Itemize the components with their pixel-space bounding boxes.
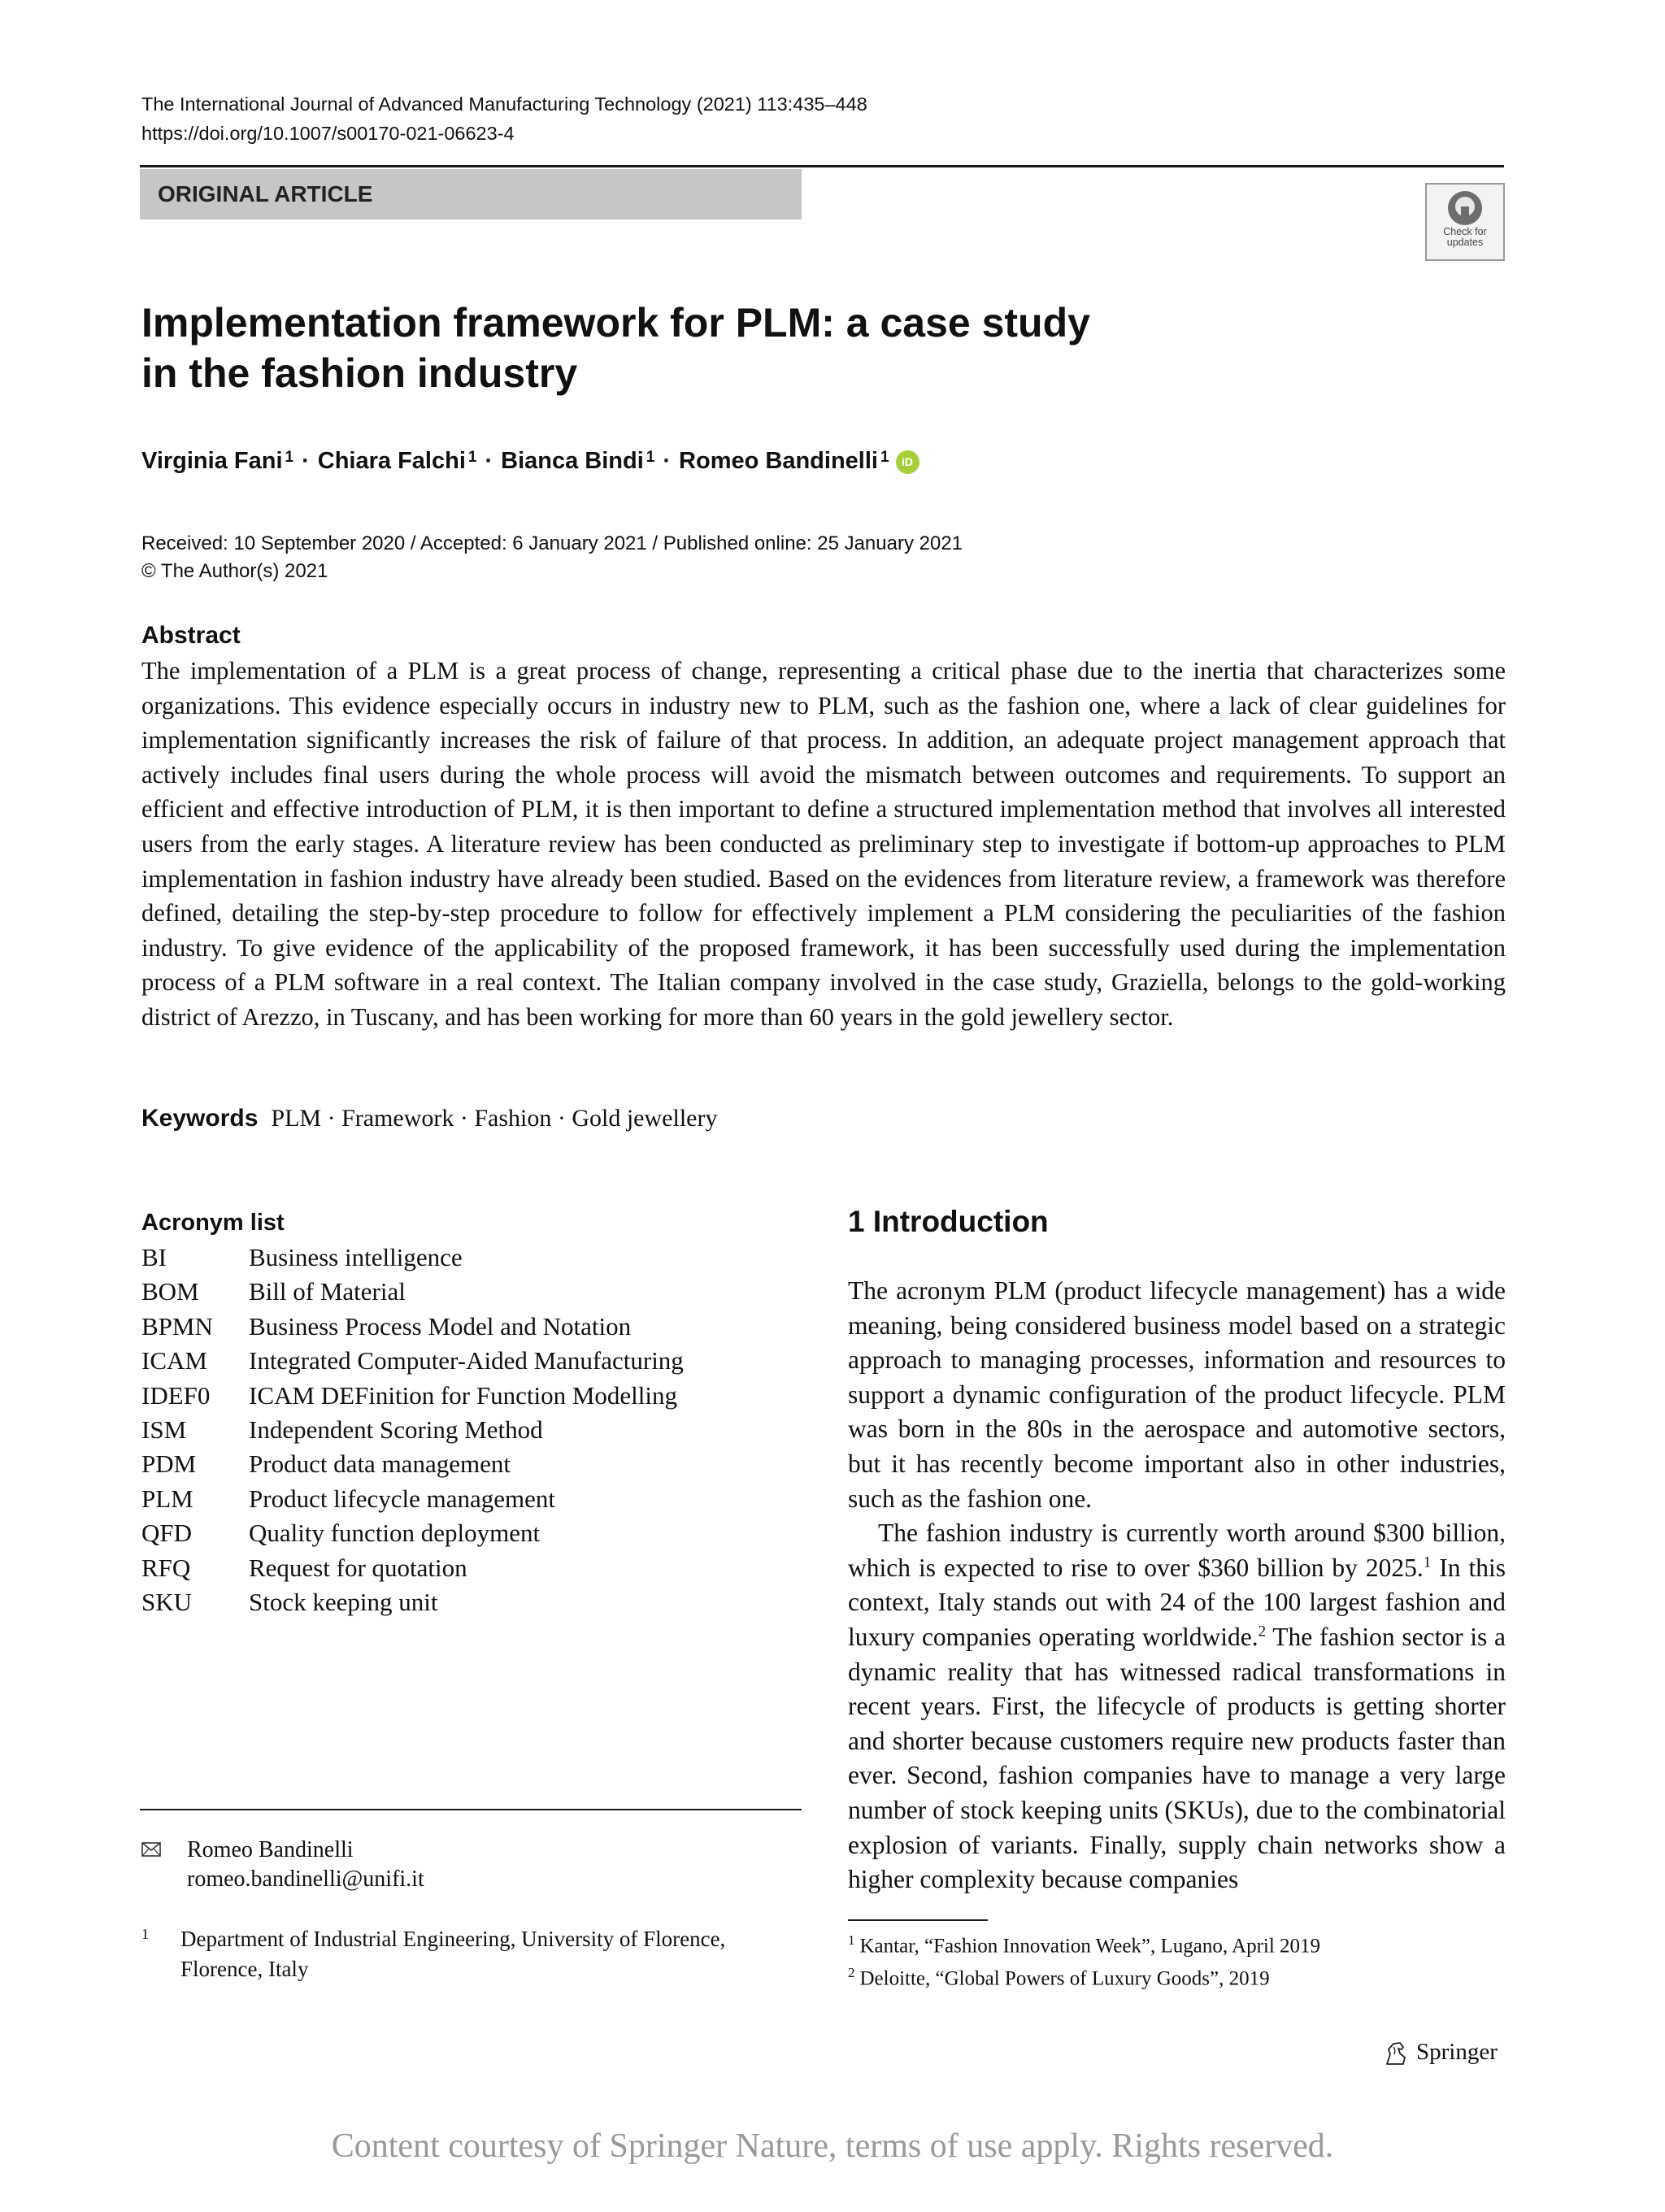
publisher-logo	[1382, 2036, 1498, 2068]
corresponding-author-email[interactable]: romeo.bandinelli@unifi.it	[187, 1867, 424, 1892]
article-title	[141, 298, 1117, 398]
author-name[interactable]: Virginia Fani	[141, 448, 283, 474]
author-affiliation-mark: 1	[285, 449, 294, 466]
introduction-heading: 1 Introduction	[848, 1205, 1049, 1238]
acronym-abbr: PDM	[141, 1449, 197, 1479]
author-separator: ·	[663, 448, 672, 474]
acronym-definition: Product lifecycle management	[249, 1484, 556, 1513]
envelope-icon	[141, 1836, 187, 1865]
author-affiliation-mark: 1	[646, 449, 655, 466]
correspondence-block	[141, 1836, 424, 1894]
acronym-abbr: SKU	[141, 1588, 193, 1617]
keywords-values: PLM · Framework · Fashion · Gold jewellery	[271, 1105, 718, 1132]
acronym-row	[141, 1551, 684, 1585]
intro-p2-part-c: The fashion sector is a dynamic reality that has witnessed radical transformations in recent years. First, the lifecycle of products is getting shorter and shorter because customers require new products faster than ever. Second, fashion companies have to manage a very large number of stock keeping units (SKUs), due to the combinatorial explosion of variants. Finally, supply chain networks show a higher complexity because companies	[848, 1622, 1506, 1894]
author-name[interactable]: Bianca Bindi	[501, 448, 644, 474]
footnote-item	[848, 1927, 1320, 1959]
footnote-text: Kantar, “Fashion Innovation Week”, Lugano, April 2019	[859, 1935, 1321, 1958]
acronym-definition: Independent Scoring Method	[249, 1415, 543, 1445]
footnote-number: 1	[848, 1932, 855, 1948]
footnote-item	[848, 1959, 1320, 1992]
header-rule	[140, 165, 1504, 167]
corresponding-author-name: Romeo Bandinelli	[187, 1837, 354, 1862]
intro-p2-part-a: The fashion industry is currently worth around $300 billion, which is expected to rise to over $360 billion by 2025.	[848, 1519, 1506, 1582]
affiliation-number: 1	[141, 1926, 149, 1942]
acronym-definition: Integrated Computer-Aided Manufacturing	[249, 1346, 684, 1375]
badge-label-1: Check for	[1443, 226, 1487, 237]
acronym-abbr: PLM	[141, 1484, 193, 1513]
footnote-ref-1[interactable]: 1	[1423, 1554, 1432, 1571]
acronym-row	[141, 1447, 684, 1481]
footnote-rule-right	[848, 1919, 988, 1921]
journal-citation: The International Journal of Advanced Manufacturing Technology (2021) 113:435–448	[141, 93, 867, 115]
acronym-definition: Request for quotation	[249, 1553, 467, 1582]
acronym-row	[141, 1344, 684, 1378]
acronym-abbr: BOM	[141, 1277, 199, 1306]
check-for-updates-badge[interactable]	[1425, 183, 1505, 261]
acronym-definition: Bill of Material	[249, 1277, 406, 1306]
acronym-abbr: RFQ	[141, 1553, 191, 1582]
publisher-name: Springer	[1416, 2039, 1498, 2065]
author-affiliation-mark: 1	[467, 449, 477, 466]
intro-paragraph-1: The acronym PLM (product lifecycle management) has a wide meaning, being considered business model based on a strategic approach to managing processes, information and resources to support a dynamic configuration of the product lifecycle. PLM was born in the 80s in the aerospace and automotive sectors, but it has recently become important also in other industries, such as the fashion one.	[848, 1276, 1506, 1513]
title-line-1: Implementation framework for PLM: a case study	[141, 300, 1090, 345]
footnote-text: Deloitte, “Global Powers of Luxury Goods”, 2019	[859, 1967, 1270, 1990]
acronym-list-heading: Acronym list	[141, 1210, 285, 1236]
orcid-icon[interactable]: iD	[896, 450, 919, 474]
acronym-definition: Quality function deployment	[249, 1519, 541, 1548]
acronym-row	[141, 1585, 684, 1619]
affiliation-block	[141, 1924, 725, 1984]
courtesy-watermark: Content courtesy of Springer Nature, terms of use apply. Rights reserved.	[331, 2127, 1334, 2165]
acronym-row	[141, 1482, 684, 1516]
acronym-abbr: IDEF0	[141, 1380, 211, 1410]
author-name[interactable]: Chiara Falchi	[317, 448, 466, 474]
acronym-row	[141, 1275, 684, 1309]
intro-paragraph-2	[848, 1516, 1506, 1897]
acronym-row	[141, 1413, 684, 1447]
author-name[interactable]: Romeo Bandinelli	[679, 448, 878, 474]
acronym-row	[141, 1379, 684, 1413]
history-dates: Received: 10 September 2020 / Accepted: 6 January 2021 / Published online: 25 January 2021	[141, 532, 963, 554]
acronym-definition: Business intelligence	[249, 1243, 463, 1271]
acronym-abbr: ICAM	[141, 1346, 207, 1375]
footnote-number: 2	[848, 1965, 855, 1981]
introduction-text	[848, 1274, 1506, 1897]
acronym-row	[141, 1516, 684, 1550]
footnote-ref-2[interactable]: 2	[1258, 1623, 1267, 1641]
author-separator: ·	[302, 448, 310, 474]
author-affiliation-mark: 1	[880, 449, 889, 466]
intro-p2-part-b: In this context, Italy stands out with 24 of the 100 largest fashion and luxury companies operating worldwide.	[848, 1553, 1506, 1651]
acronym-abbr: BI	[141, 1243, 167, 1271]
acronym-definition: Product data management	[249, 1449, 511, 1479]
check-updates-icon	[1446, 189, 1484, 227]
footnotes	[848, 1927, 1320, 1993]
acronym-list	[141, 1241, 684, 1619]
acronym-row	[141, 1310, 684, 1344]
journal-header	[141, 89, 867, 148]
acronym-abbr: QFD	[141, 1519, 193, 1548]
author-separator: ·	[485, 448, 493, 474]
title-line-2: in the fashion industry	[141, 350, 578, 396]
acronym-definition: ICAM DEFinition for Function Modelling	[249, 1380, 677, 1410]
badge-label-2: updates	[1446, 237, 1484, 248]
affiliation-line-2: Florence, Italy	[180, 1957, 309, 1981]
article-type-banner: ORIGINAL ARTICLE	[140, 169, 802, 219]
acronym-definition: Stock keeping unit	[249, 1588, 438, 1617]
keywords-line	[141, 1102, 717, 1135]
affiliation-line-1: Department of Industrial Engineering, University of Florence,	[180, 1927, 726, 1951]
acronym-abbr: ISM	[141, 1415, 187, 1445]
abstract-text: The implementation of a PLM is a great process of change, representing a critical phase due to the inertia that characterizes some organizations. This evidence especially occurs in industry new to PLM, such as the fashion one, where a lack of clear guidelines for implementation significantly increases the risk of failure of that process. In addition, an adequate project management approach that actively includes final users during the whole process will avoid the mismatch between outcomes and requirements. To support an efficient and effective introduction of PLM, it is then important to define a structured implementation method that involves all interested users from the early stages. A literature review has been conducted as preliminary step to investigate if bottom-up approaches to PLM implementation in fashion industry have already been studied. Based on the evidences from literature review, a framework was therefore defined, detailing the step-by-step procedure to follow for effectively implement a PLM considering the peculiarities of the fashion industry. To give evidence of the applicability of the proposed framework, it has been successfully used during the implementation process of a PLM software in a real context. The Italian company involved in the case study, Graziella, belongs to the gold-working district of Arezzo, in Tuscany, and has been working for more than 60 years in the gold jewellery sector.	[141, 657, 1506, 1031]
acronym-definition: Business Process Model and Notation	[249, 1311, 632, 1341]
keywords-label: Keywords	[141, 1105, 259, 1132]
doi-link[interactable]: https://doi.org/10.1007/s00170-021-06623-4	[141, 123, 515, 144]
acronym-row	[141, 1241, 684, 1275]
author-list	[141, 445, 919, 477]
footnote-rule-left	[140, 1809, 802, 1810]
acronym-abbr: BPMN	[141, 1311, 213, 1341]
copyright-line: © The Author(s) 2021	[141, 560, 328, 582]
publication-dates	[141, 530, 963, 585]
springer-horse-icon	[1382, 2040, 1410, 2067]
abstract-heading: Abstract	[141, 622, 241, 649]
